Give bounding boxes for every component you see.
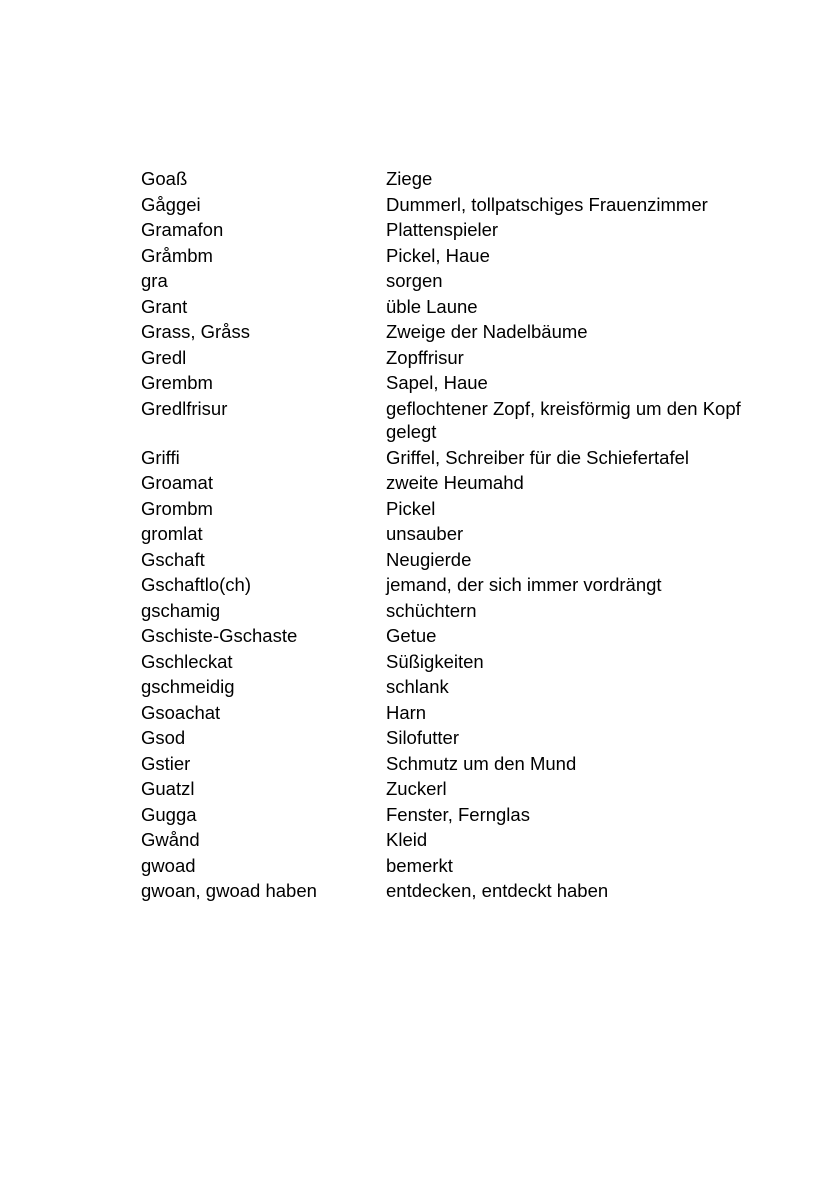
glossary-definition: Schmutz um den Mund bbox=[386, 752, 577, 774]
glossary-entry bbox=[141, 675, 781, 699]
glossary-entry bbox=[141, 854, 781, 878]
glossary-definition: unsauber bbox=[386, 523, 464, 544]
glossary-definition: Süßigkeiten bbox=[386, 650, 484, 672]
glossary-term: gwoan, gwoad haben bbox=[141, 880, 317, 901]
glossary-entry bbox=[141, 371, 781, 395]
glossary-definition: entdecken, entdeckt haben bbox=[386, 880, 609, 901]
glossary-entry bbox=[141, 879, 781, 903]
glossary-definition: Fenster, Fernglas bbox=[386, 803, 530, 825]
glossary-definition: Silofutter bbox=[386, 727, 460, 748]
glossary-term: gschamig bbox=[141, 599, 221, 621]
glossary-term: Guatzl bbox=[141, 778, 195, 799]
glossary-term: Gschaftlo(ch) bbox=[141, 574, 252, 595]
glossary-entry bbox=[141, 320, 781, 344]
glossary-entry bbox=[141, 726, 781, 750]
glossary-definition: Harn bbox=[386, 701, 427, 723]
glossary-list bbox=[141, 167, 781, 905]
glossary-definition: bemerkt bbox=[386, 854, 453, 876]
glossary-term: Gredlfrisur bbox=[141, 397, 228, 419]
glossary-term: gromlat bbox=[141, 523, 203, 544]
glossary-term: gwoad bbox=[141, 854, 196, 876]
glossary-term: Grass, Gråss bbox=[141, 321, 250, 342]
glossary-entry bbox=[141, 193, 781, 217]
glossary-term: Gugga bbox=[141, 803, 197, 825]
glossary-definition: schüchtern bbox=[386, 599, 477, 621]
glossary-term: gra bbox=[141, 270, 168, 291]
glossary-term: Gschleckat bbox=[141, 650, 233, 672]
glossary-term: gschmeidig bbox=[141, 676, 235, 697]
glossary-entry bbox=[141, 397, 781, 444]
glossary-term: Grombm bbox=[141, 497, 213, 519]
glossary-entry bbox=[141, 650, 781, 674]
glossary-definition: Ziege bbox=[386, 168, 433, 189]
glossary-entry bbox=[141, 167, 781, 191]
glossary-entry bbox=[141, 522, 781, 546]
glossary-entry bbox=[141, 218, 781, 242]
glossary-definition: Sapel, Haue bbox=[386, 372, 488, 393]
glossary-definition: Pickel bbox=[386, 497, 436, 519]
glossary-term: Gsoachat bbox=[141, 701, 221, 723]
glossary-term: Gråmbm bbox=[141, 244, 213, 266]
glossary-definition: schlank bbox=[386, 676, 449, 697]
glossary-entry bbox=[141, 295, 781, 319]
glossary-term: Goaß bbox=[141, 168, 188, 189]
glossary-term: Groamat bbox=[141, 472, 213, 493]
glossary-definition: zweite Heumahd bbox=[386, 472, 524, 493]
glossary-entry bbox=[141, 624, 781, 648]
glossary-entry bbox=[141, 446, 781, 470]
glossary-term: Gredl bbox=[141, 346, 187, 368]
glossary-term: Gwånd bbox=[141, 829, 200, 850]
glossary-definition: geflochtener Zopf, kreisförmig um den Kopf gelegt bbox=[386, 397, 741, 442]
glossary-term: Gåggei bbox=[141, 193, 201, 215]
glossary-entry bbox=[141, 244, 781, 268]
glossary-definition: üble Laune bbox=[386, 295, 478, 317]
glossary-entry bbox=[141, 777, 781, 801]
glossary-entry bbox=[141, 803, 781, 827]
glossary-definition: Zopffrisur bbox=[386, 346, 464, 368]
glossary-term: Grant bbox=[141, 295, 188, 317]
glossary-term: Gramafon bbox=[141, 219, 224, 240]
glossary-definition: jemand, der sich immer vordrängt bbox=[386, 574, 662, 595]
glossary-definition: Neugierde bbox=[386, 548, 472, 570]
glossary-definition: Dummerl, tollpatschiges Frauenzimmer bbox=[386, 193, 708, 215]
glossary-entry bbox=[141, 548, 781, 572]
glossary-definition: Griffel, Schreiber für die Schiefertafel bbox=[386, 446, 689, 468]
glossary-term: Grembm bbox=[141, 372, 213, 393]
glossary-term: Gstier bbox=[141, 752, 191, 774]
glossary-entry bbox=[141, 599, 781, 623]
glossary-term: Griffi bbox=[141, 446, 180, 468]
glossary-entry bbox=[141, 346, 781, 370]
glossary-entry bbox=[141, 573, 781, 597]
glossary-entry bbox=[141, 828, 781, 852]
glossary-entry bbox=[141, 471, 781, 495]
glossary-entry bbox=[141, 269, 781, 293]
glossary-definition: Zuckerl bbox=[386, 778, 447, 799]
glossary-term: Gschiste-Gschaste bbox=[141, 625, 298, 646]
glossary-definition: sorgen bbox=[386, 270, 443, 291]
glossary-definition: Getue bbox=[386, 625, 437, 646]
glossary-term: Gschaft bbox=[141, 548, 205, 570]
glossary-entry bbox=[141, 497, 781, 521]
glossary-entry bbox=[141, 752, 781, 776]
glossary-term: Gsod bbox=[141, 727, 186, 748]
glossary-definition: Plattenspieler bbox=[386, 219, 499, 240]
glossary-definition: Zweige der Nadelbäume bbox=[386, 321, 588, 342]
glossary-definition: Kleid bbox=[386, 829, 428, 850]
glossary-definition: Pickel, Haue bbox=[386, 244, 490, 266]
glossary-entry bbox=[141, 701, 781, 725]
